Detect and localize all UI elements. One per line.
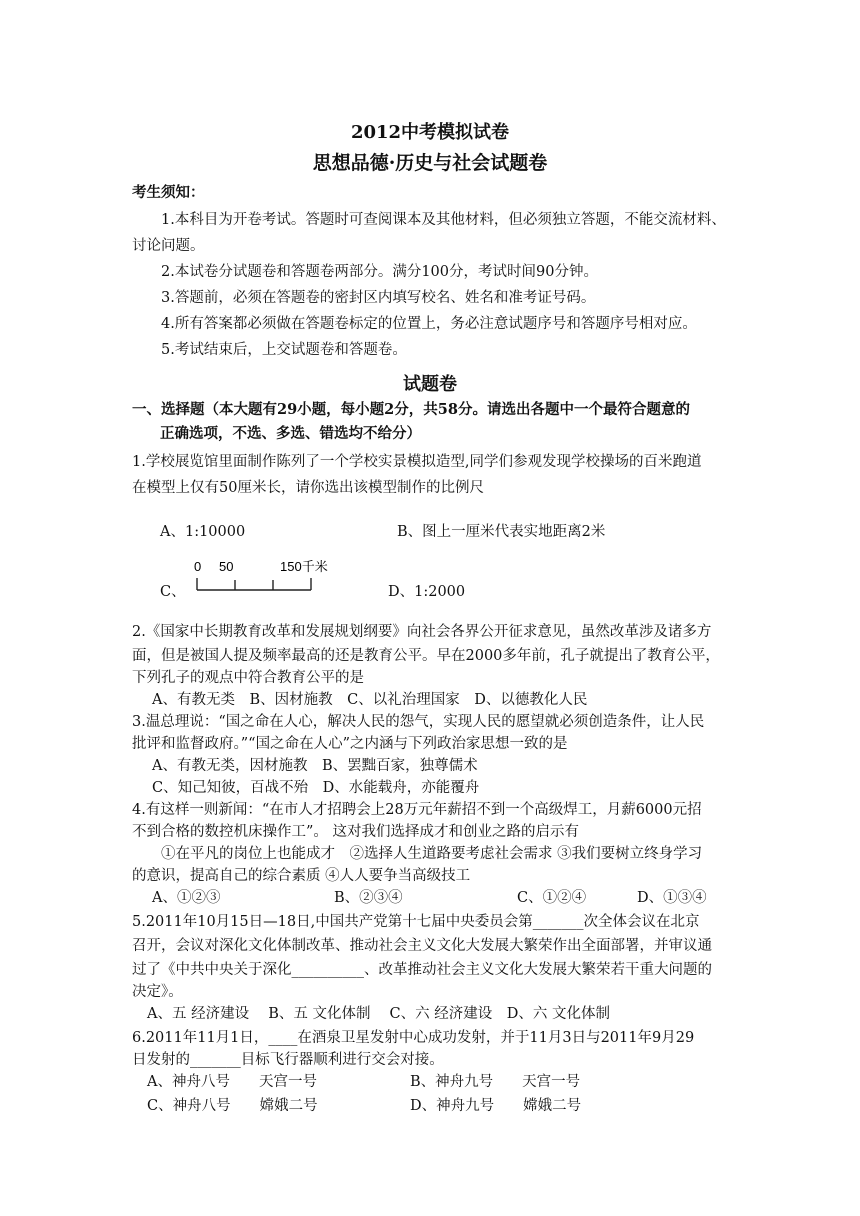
notice-item: 3.答题前，必须在答题卷的密封区内填写校名、姓名和准考证号码。: [161, 290, 596, 306]
q6-stem: 6.2011年11月1日，____在酒泉卫星发射中心成功发射，并于11月3日与2011年9月29: [132, 1030, 695, 1046]
q4-option-d: D、①③④: [637, 890, 707, 906]
q3-stem: 3.温总理说：“国之命在人心，解决人民的怨气，实现人民的愿望就必须创造条件，让人民: [132, 714, 705, 730]
q4-option-c: C、①②④: [517, 890, 587, 906]
scale-bar-figure: [185, 560, 345, 596]
section-title: 试题卷: [403, 374, 457, 395]
scale-label-150: 150千米: [280, 560, 328, 574]
q2-options: A、有教无类 B、因材施教 C、以礼治理国家 D、以德教化人民: [152, 692, 588, 708]
q6-option-c: C、神舟八号 嫦娥二号: [147, 1098, 318, 1114]
q1-stem: 1.学校展览馆里面制作陈列了一个学校实景模拟造型,同学们参观发现学校操场的百米跑道: [132, 454, 702, 470]
q1-option-d: D、1:2000: [388, 584, 466, 600]
q3-stem: 批评和监督政府。”“国之命在人心”之内涵与下列政治家思想一致的是: [132, 736, 568, 752]
notice-item: 4.所有答案都必须做在答题卷标定的位置上，务必注意试题序号和答题序号相对应。: [161, 316, 697, 332]
scale-label-0: 0: [194, 560, 202, 574]
q6-option-a: A、神舟八号 天宫一号: [147, 1074, 317, 1090]
q4-stem: ①在平凡的岗位上也能成才 ②选择人生道路要考虑社会需求 ③我们要树立终身学习: [161, 846, 703, 862]
notice-item: 2.本试卷分试题卷和答题卷两部分。满分100分，考试时间90分钟。: [161, 264, 598, 280]
q6-option-d: D、神舟九号 嫦娥二号: [410, 1098, 582, 1114]
notice-item: 1.本科目为开卷考试。答题时可查阅课本及其他材料，但必须独立答题，不能交流材料、: [161, 212, 726, 228]
q4-stem: 不到合格的数控机床操作工”。 这对我们选择成才和创业之路的启示有: [132, 824, 580, 840]
q1-option-c: C、: [160, 584, 186, 600]
q2-stem: 下列孔子的观点中符合教育公平的是: [132, 670, 364, 686]
part1-heading-cont: 正确选项，不选、多选、错选均不给分）: [160, 425, 421, 442]
exam-subtitle: 思想品德·历史与社会试题卷: [312, 152, 548, 174]
exam-title: 2012中考模拟试卷: [350, 122, 510, 143]
q5-stem: 决定》。: [132, 984, 183, 1000]
q4-option-b: B、②③④: [334, 890, 403, 906]
q1-option-b: B、图上一厘米代表实地距离2米: [397, 524, 606, 540]
q1-option-a: A、1:10000: [160, 524, 246, 540]
q3-options: A、有教无类，因材施教 B、罢黜百家，独尊儒术: [152, 758, 478, 774]
notice-item: 讨论问题。: [132, 238, 205, 254]
q5-stem: 过了《中共中央关于深化__________、改革推动社会主义文化大发展大繁荣若干重大问题的: [132, 962, 712, 978]
q5-stem: 召开，会议对深化文化体制改革、推动社会主义文化大发展大繁荣作出全面部署，并审议通: [132, 938, 712, 954]
q4-stem: 4.有这样一则新闻：“在市人才招聘会上28万元年薪招不到一个高级焊工，月薪6000元招: [132, 802, 702, 818]
q5-stem: 5.2011年10月15日—18日,中国共产党第十七届中央委员会第_______次全体会议在北京: [132, 914, 700, 930]
q5-options: A、五 经济建设 B、五 文化体制 C、六 经济建设 D、六 文化体制: [147, 1006, 610, 1022]
q2-stem: 面，但是被国人提及频率最高的还是教育公平。早在2000多年前，孔子就提出了教育公平，: [132, 648, 720, 664]
q4-option-a: A、①②③: [152, 890, 221, 906]
q2-stem: 2.《国家中长期教育改革和发展规划纲要》向社会各界公开征求意见，虽然改革涉及诸多方: [132, 624, 712, 640]
notice-item: 5.考试结束后，上交试题卷和答题卷。: [161, 342, 407, 358]
q6-option-b: B、神舟九号 天宫一号: [410, 1074, 581, 1090]
q3-options: C、知己知彼，百战不殆 D、水能载舟，亦能覆舟: [152, 780, 480, 796]
q6-stem: 日发射的_______目标飞行器顺利进行交会对接。: [132, 1052, 444, 1068]
scale-label-50: 50: [219, 560, 234, 574]
q4-stem: 的意识，提高自己的综合素质 ④人人要争当高级技工: [132, 868, 471, 884]
q1-stem: 在模型上仅有50厘米长，请你选出该模型制作的比例尺: [132, 480, 484, 496]
part1-heading: 一、选择题（本大题有29小题，每小题2分，共58分。请选出各题中一个最符合题意的: [132, 401, 690, 418]
notice-heading: 考生须知：: [132, 184, 205, 201]
